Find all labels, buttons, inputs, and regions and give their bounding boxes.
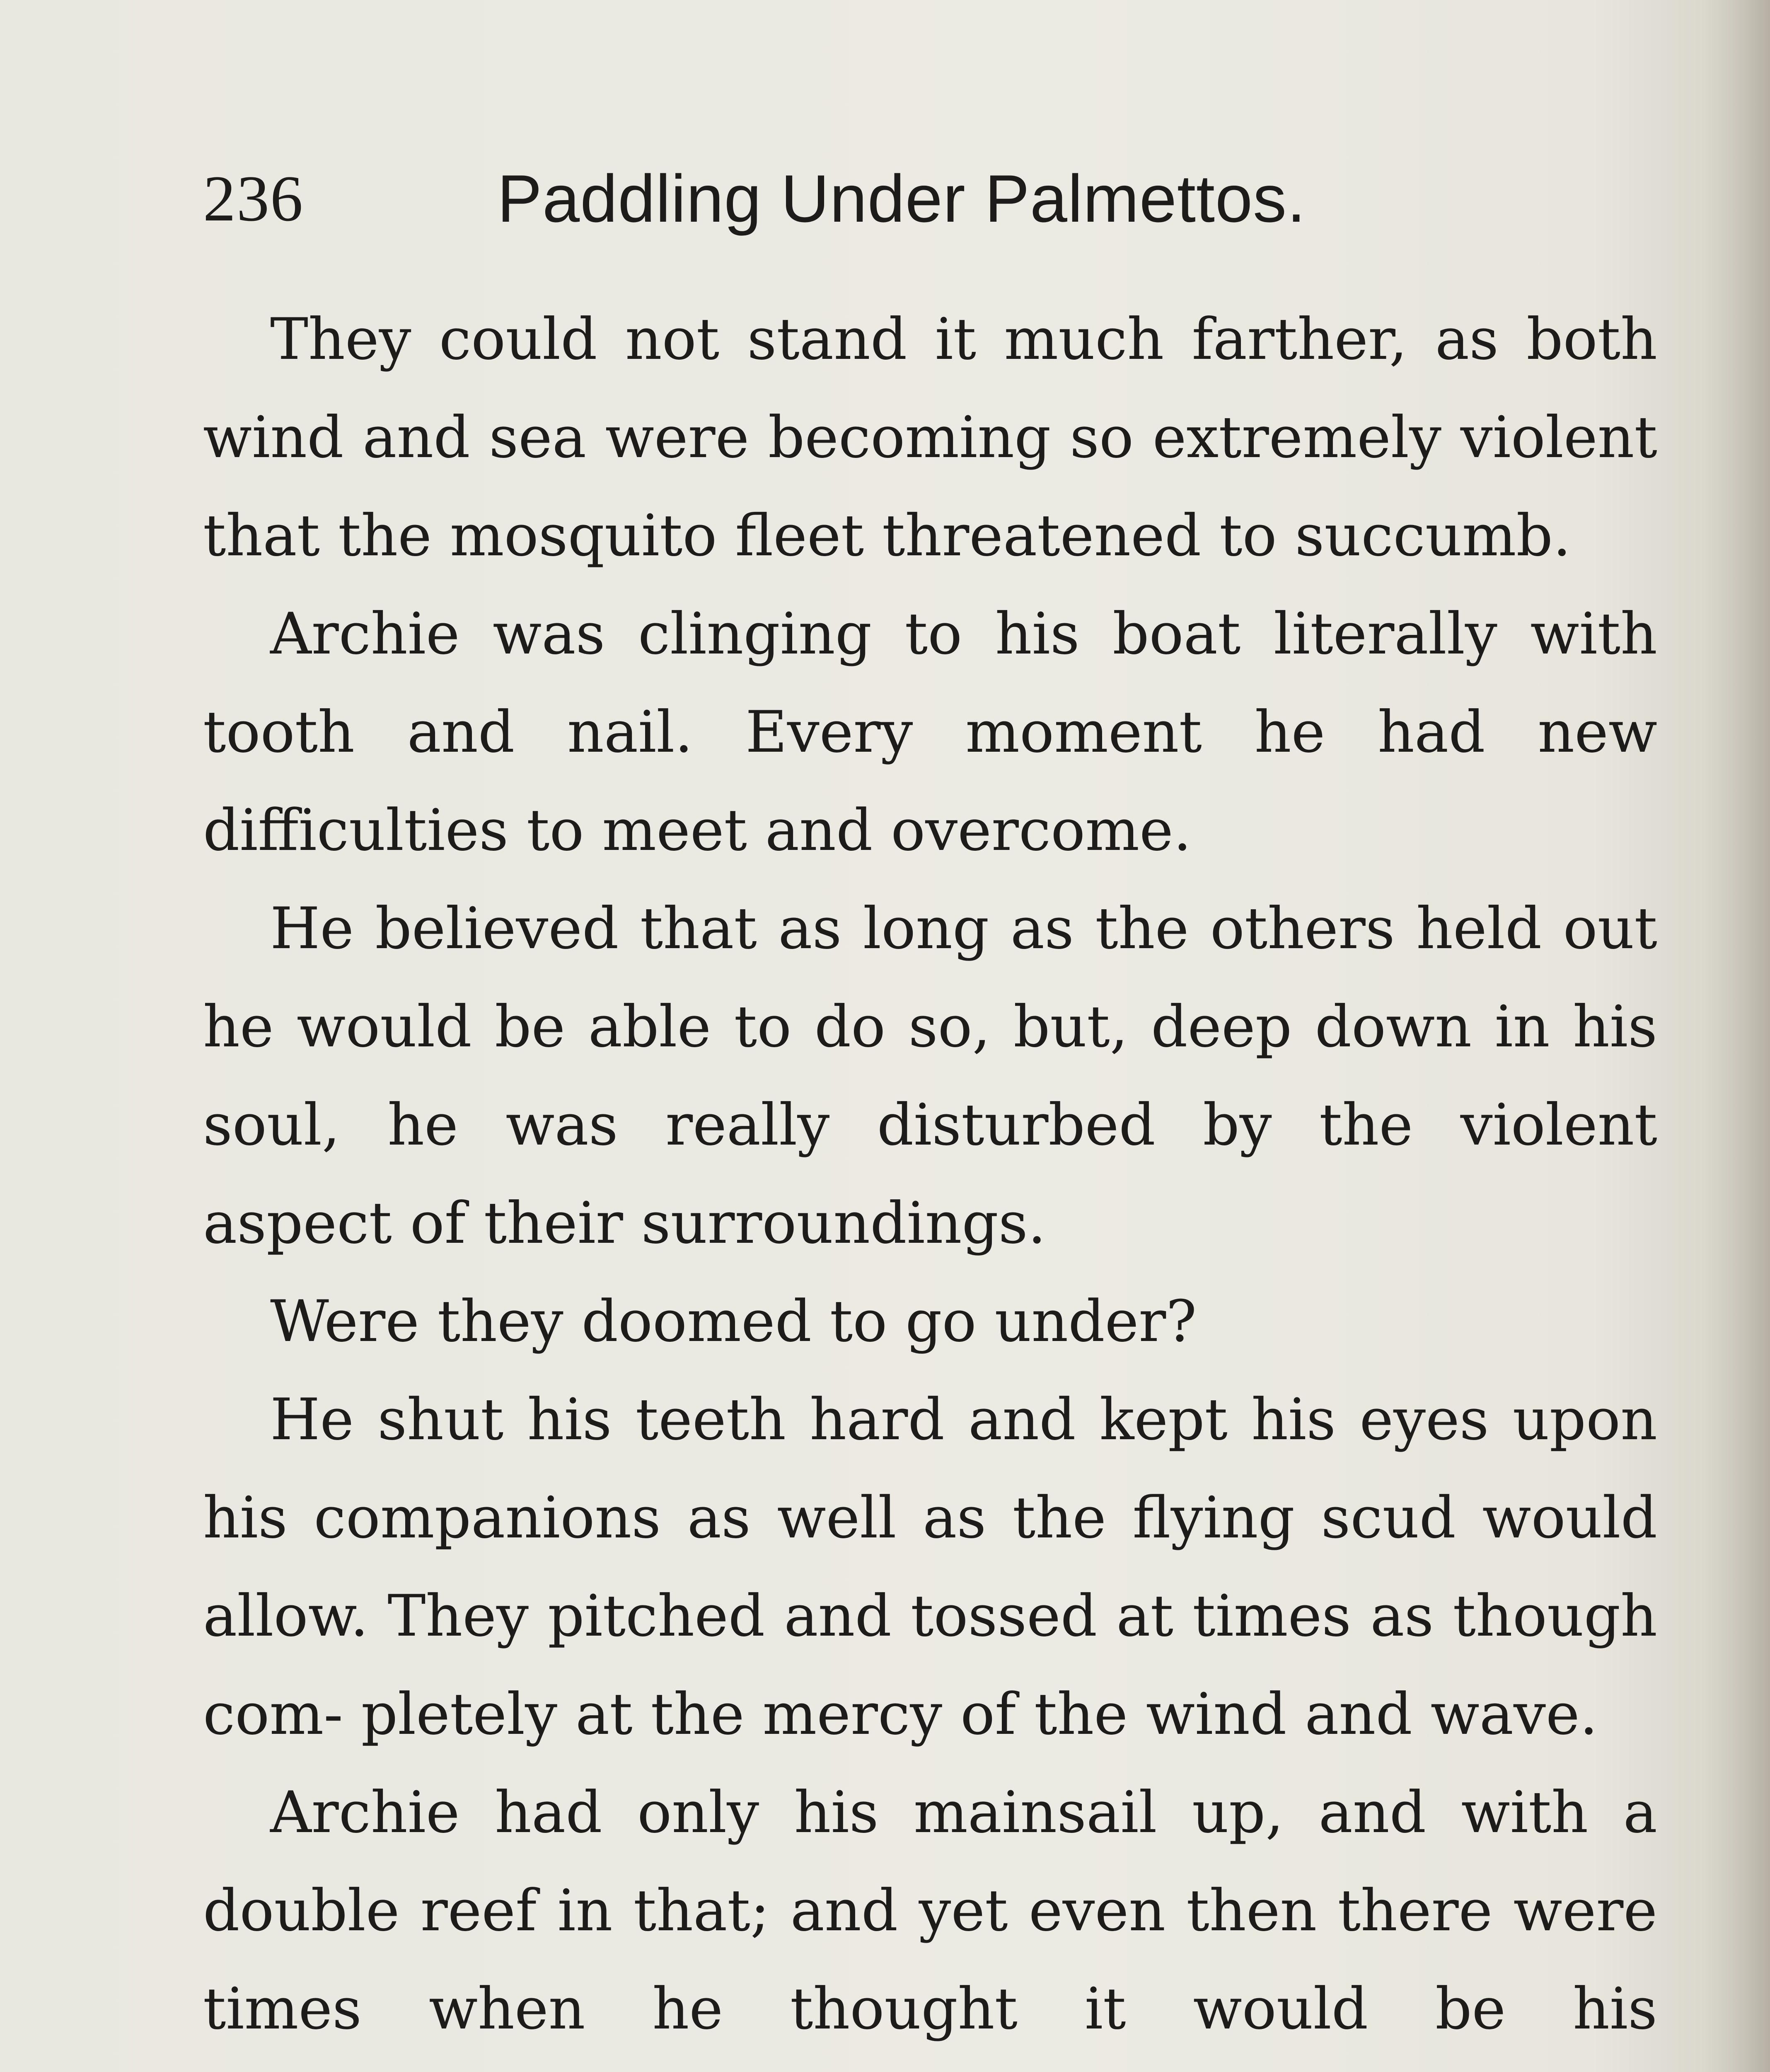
paragraph: Were they doomed to go under? xyxy=(270,1288,1197,1355)
paragraph: Archie had only his mainsail up, and with a double reef in that; and yet even then there were times when he thought it would be his xyxy=(203,1779,1657,2042)
running-title: Paddling Under Palmettos. xyxy=(497,161,1306,236)
paragraph: Archie was clinging to his boat literally with tooth and nail. Every moment he had new difficulties to meet and overcome. xyxy=(203,600,1657,864)
paragraph: He shut his teeth hard and kept his eyes upon his companions as well as the flying scud would allow. They pitched and tossed at times as though com- pletely at the mercy of the wind and wave. xyxy=(203,1386,1657,1748)
paragraph: He believed that as long as the others held out he would be able to do so, but, deep down in his soul, he was really disturbed by the violent aspect of their surroundings. xyxy=(203,895,1657,1256)
paragraph: They could not stand it much farther, as both wind and sea were becoming so extremely violent that the mosquito fleet threatened to succumb. xyxy=(203,306,1657,569)
page-number: 236 xyxy=(203,162,304,235)
body-text xyxy=(203,290,1657,2072)
page-header xyxy=(203,149,1653,249)
page-edge-shadow xyxy=(1704,0,1770,2072)
